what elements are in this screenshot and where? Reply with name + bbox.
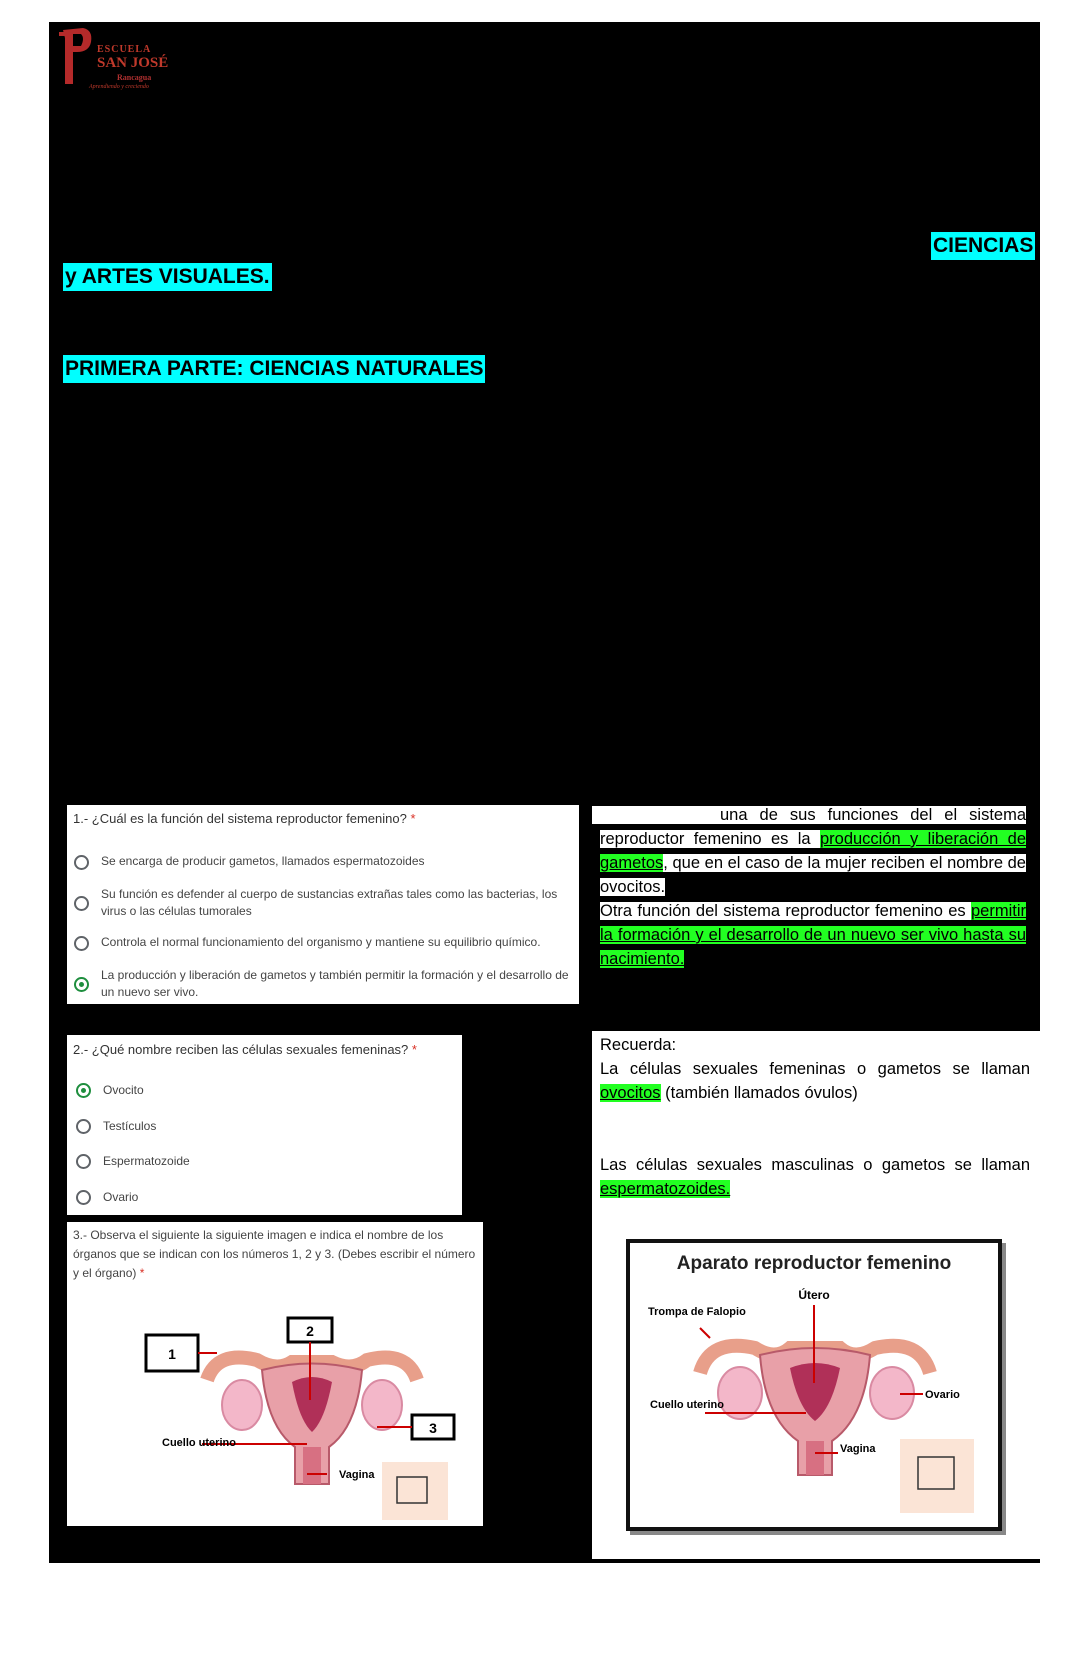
part-one-heading: PRIMERA PARTE: CIENCIAS NATURALES	[63, 355, 485, 383]
q3-anatomy-image	[67, 1222, 483, 1526]
q1-option-2-radio[interactable]	[74, 896, 89, 911]
question-3-title: 3.- Observa el siguiente la siguiente imagen e indica el nombre de los órganos que se indican con los números 1, 2 y 3. (Debes escribir el número y el órgano) *	[73, 1228, 476, 1280]
q1-option-4-radio[interactable]	[74, 977, 89, 992]
logo-p-icon	[57, 24, 93, 88]
reference-diagram-frame	[626, 1239, 1002, 1531]
recuerda-text: Recuerda: La células sexuales femeninas o gametos se llaman ovocitos (también llamados óvulos)	[600, 1036, 1030, 1102]
diagram-label-utero: Útero	[798, 1288, 830, 1302]
diagram-body-thumbnail	[900, 1439, 974, 1513]
diagram-label-vagina: Vagina	[840, 1443, 876, 1455]
q2-option-1-label: Ovocito	[103, 1083, 144, 1097]
logo-line2: SAN JOSÉ	[97, 55, 169, 71]
logo-line3: Rancagua	[117, 73, 152, 82]
label-box-1-number: 1	[168, 1346, 176, 1362]
question-1-title: 1.- ¿Cuál es la función del sistema reproductor femenino? *	[73, 811, 416, 826]
diagram-label-cuello: Cuello uterino	[650, 1399, 724, 1411]
q1-option-4-label: La producción y liberación de gametos y también permitir la formación y el desarrollo de un nuevo ser vivo.	[101, 968, 569, 999]
q1-option-3-radio[interactable]	[74, 936, 89, 951]
question-3-card	[67, 1222, 483, 1526]
question-1-card	[67, 805, 579, 1004]
q2-option-3-label: Espermatozoide	[103, 1154, 190, 1168]
q2-option-2-radio[interactable]	[76, 1119, 91, 1134]
q3-label-cuello: Cuello uterino	[162, 1437, 236, 1449]
diagram-label-ovario: Ovario	[925, 1389, 960, 1401]
logo-line1: ESCUELA	[97, 44, 152, 55]
logo-motto: Aprendiendo y creciendo	[89, 84, 149, 90]
q2-option-4-label: Ovario	[103, 1190, 139, 1204]
diagram-label-trompa: Trompa de Falopio	[648, 1306, 746, 1318]
label-box-2-number: 2	[306, 1323, 314, 1339]
q1-option-1-radio[interactable]	[74, 855, 89, 870]
label-box-3-number: 3	[429, 1420, 437, 1436]
q2-option-3-radio[interactable]	[76, 1154, 91, 1169]
q1-option-2-label: Su función es defender al cuerpo de sustancias extrañas tales como las bacterias, los virus o las células tumorales	[101, 887, 558, 918]
q1-option-3-label: Controla el normal funcionamiento del organismo y mantiene su equilibrio químico.	[101, 935, 541, 949]
subject-heading-part1: CIENCIAS	[931, 232, 1035, 260]
question-2-card	[67, 1035, 462, 1215]
recuerda-box	[592, 1031, 1040, 1219]
q2-option-1-radio[interactable]	[76, 1083, 91, 1098]
q3-label-vagina: Vagina	[339, 1469, 375, 1481]
subject-heading-part2: y ARTES VISUALES.	[63, 263, 272, 291]
q2-option-4-radio[interactable]	[76, 1190, 91, 1205]
recuerda-text-2: Las células sexuales masculinas o gametos se llaman espermatozoides.	[600, 1156, 1030, 1198]
answer-1-text: una de sus funciones del el sistema reproductor femenino es la producción y liberación de gametos, que en el caso de la mujer reciben el nombre de ovocitos. Otra función del sistema reproductor femenino es permitir la formación y el desarrollo de un nuevo ser vivo hasta su nacimiento.	[600, 803, 1026, 971]
diagram-title: Aparato reproductor femenino	[676, 1253, 952, 1274]
q1-option-1-label: Se encarga de producir gametos, llamados espermatozoides	[101, 854, 425, 868]
q2-option-2-label: Testículos	[103, 1119, 157, 1133]
reference-image-panel	[592, 1219, 1040, 1559]
question-2-title: 2.- ¿Qué nombre reciben las células sexuales femeninas? *	[73, 1042, 417, 1057]
body-thumbnail	[382, 1462, 448, 1520]
school-logo	[57, 24, 197, 94]
reference-diagram	[630, 1243, 998, 1527]
